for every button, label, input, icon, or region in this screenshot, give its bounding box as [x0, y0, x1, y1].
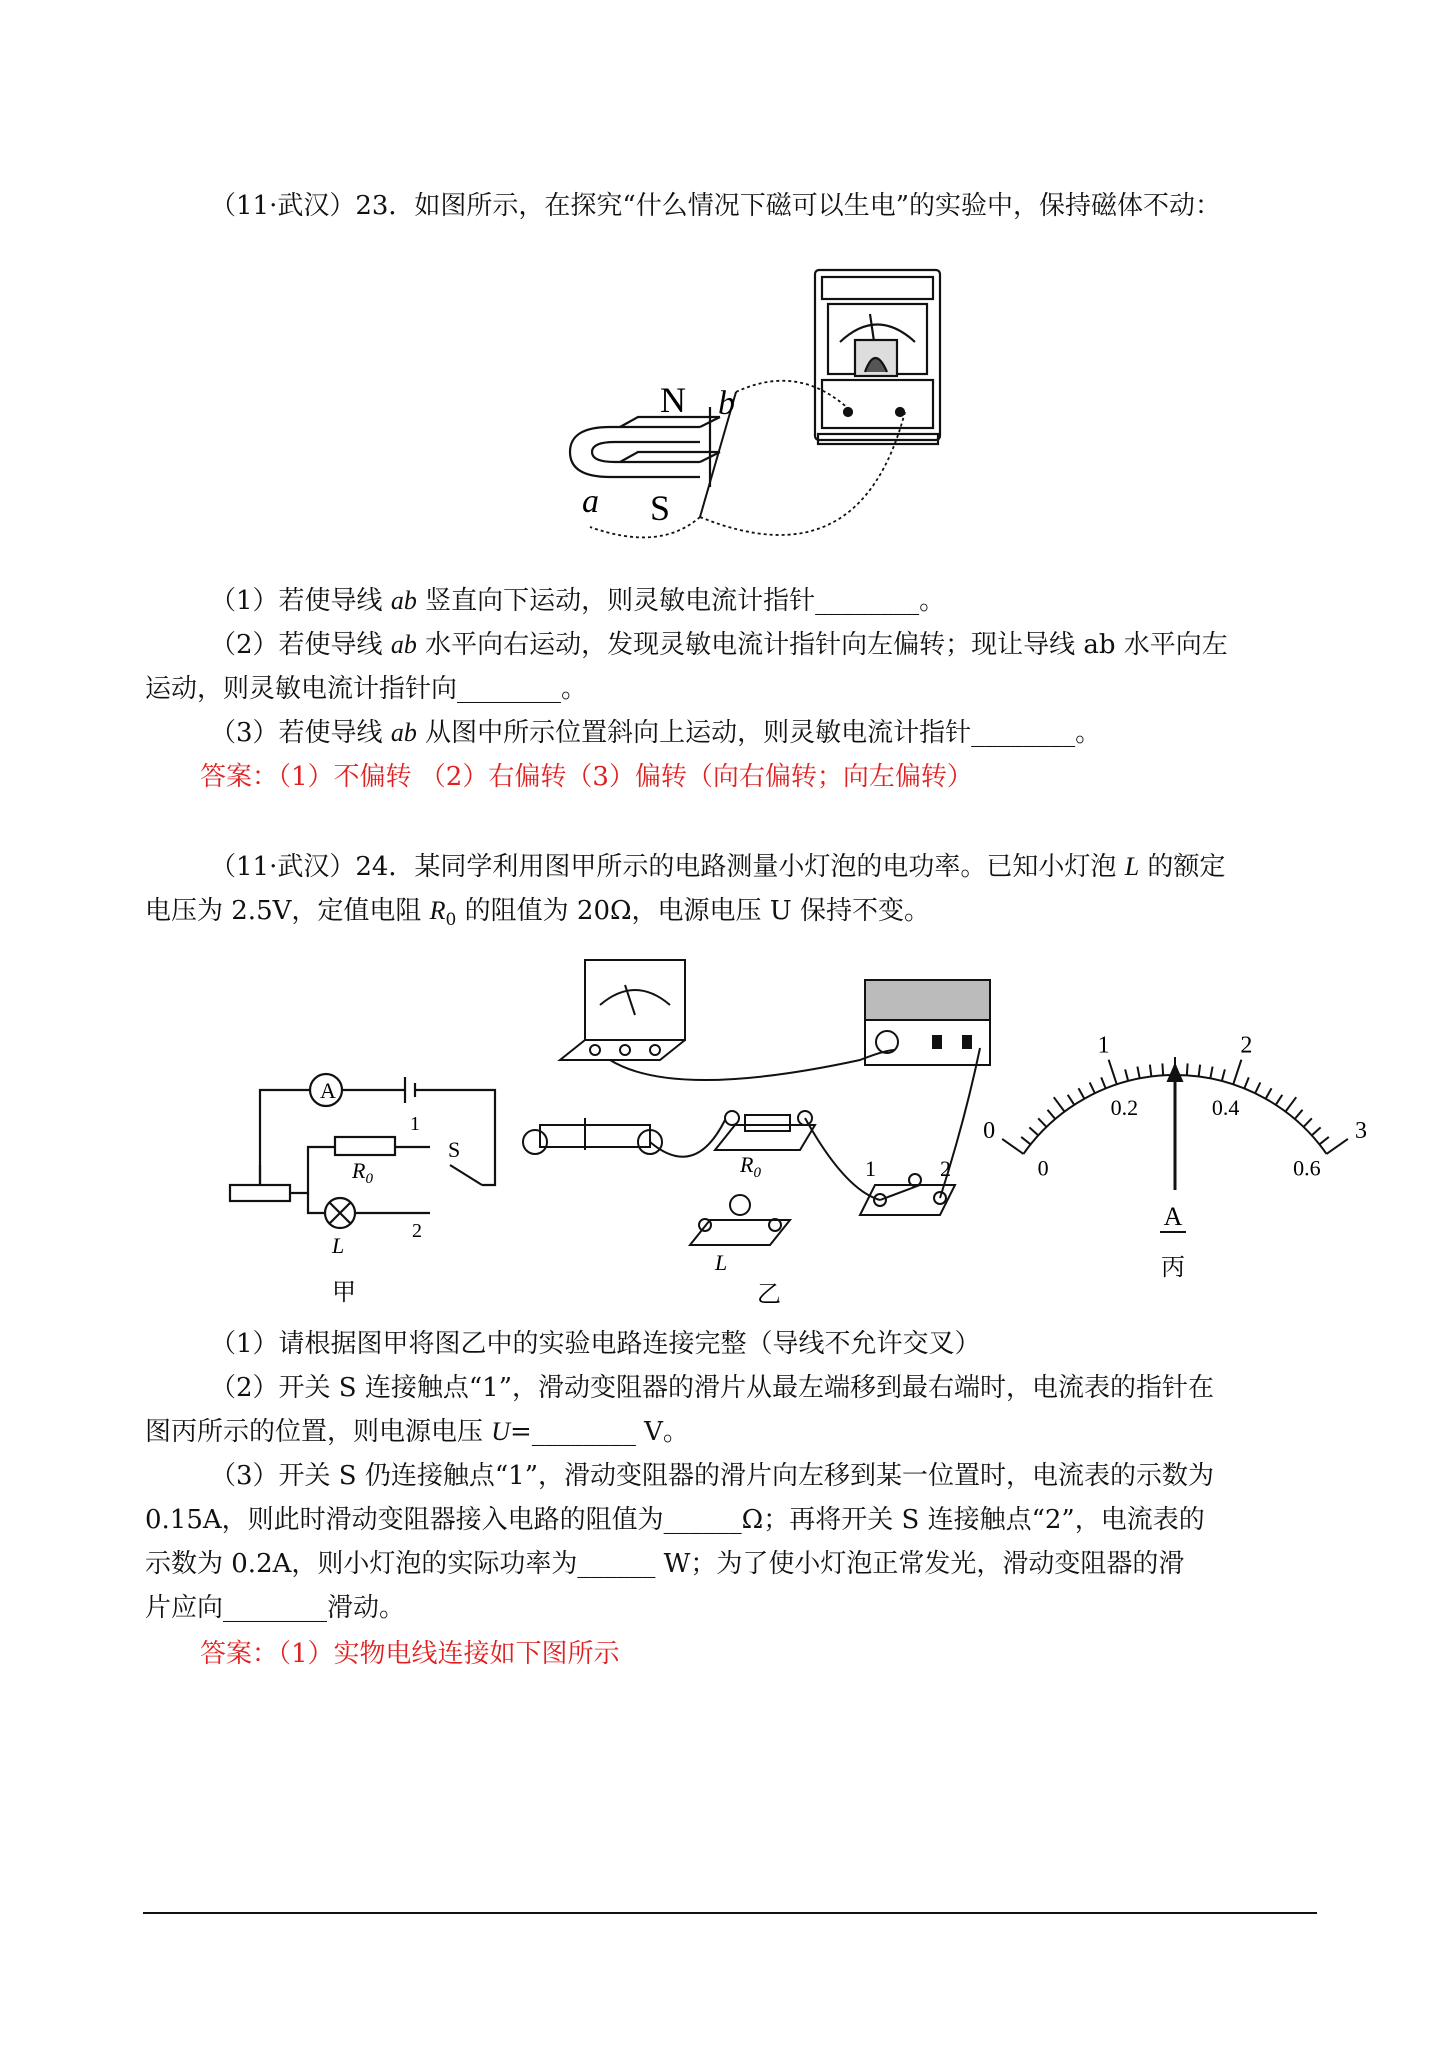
q24-part-2: （2）开关 S 连接触点“1”，滑动变阻器的滑片从最左端移到最右端时，电流表的指针在 — [210, 1373, 1215, 1403]
dial-tick — [1021, 1137, 1030, 1144]
dial-tick — [1125, 1069, 1128, 1081]
dial-tick — [1255, 1082, 1260, 1093]
rheostat-icon — [230, 1185, 290, 1201]
magnet-icon — [570, 407, 720, 487]
dial-tick — [1047, 1110, 1055, 1119]
yi-r0-label: $R_0$ — [740, 1152, 761, 1181]
q23-part-1: （1）若使导线 ab 竖直向下运动，则灵敏电流计指针________。 — [210, 586, 946, 616]
dial-label-bottom: 0.2 — [1110, 1095, 1139, 1121]
q23-figure-galvanometer-magnet — [560, 262, 960, 562]
q23-answer: 答案：（1）不偏转 （2）右偏转（3）偏转（向右偏转；向左偏转） — [200, 762, 973, 792]
magnet-s-label: S — [650, 488, 671, 528]
dial-label-top: 2 — [1240, 1032, 1253, 1059]
yi-caption: 乙 — [757, 1282, 781, 1308]
magnet-n-label: N — [660, 380, 686, 420]
dial-tick — [1187, 1063, 1188, 1075]
dial-tick — [1327, 1139, 1348, 1154]
figure-yi-apparatus — [525, 950, 1005, 1310]
yi-lamp-icon — [690, 1195, 790, 1245]
yi-rheostat-icon — [523, 1118, 662, 1154]
dial-label-top: 3 — [1354, 1117, 1367, 1144]
dial-tick — [1276, 1095, 1283, 1105]
dial-tick — [1285, 1097, 1296, 1111]
dial-tick — [1210, 1067, 1212, 1079]
figure-jia-circuit — [220, 1065, 500, 1305]
dial-label-bottom: 0 — [1037, 1155, 1049, 1181]
resistor-r0-icon — [335, 1137, 395, 1155]
jia-caption: 甲 — [332, 1280, 356, 1306]
dial-tick — [1101, 1077, 1105, 1088]
yi-contact-2: 2 — [940, 1156, 951, 1181]
dial-tick — [1068, 1095, 1075, 1105]
dial-label-top: 1 — [1097, 1032, 1110, 1059]
dial-tick — [1078, 1088, 1084, 1098]
dial-tick — [1233, 1060, 1241, 1085]
dial-tick — [1199, 1065, 1201, 1077]
q24-stem-line2: 电压为 2.5V，定值电阻 $R_0$ 的阻值为 20Ω，电源电压 U 保持不变。 — [145, 896, 930, 931]
dial-pointer-head — [1168, 1065, 1182, 1081]
dial-tick — [1162, 1063, 1163, 1075]
dial-tick — [1054, 1097, 1065, 1111]
dial-tick — [1002, 1139, 1023, 1154]
q24-part-3-cont2: 示数为 0.2A，则小灯泡的实际功率为______ W；为了使小灯泡正常发光，滑动变阻器的滑 — [145, 1549, 1185, 1579]
yi-lamp-label: L — [715, 1250, 728, 1275]
dial-tick — [1266, 1088, 1272, 1098]
dial-tick — [1304, 1118, 1312, 1127]
footer-rule — [143, 1912, 1317, 1914]
q24-part-3-cont1: 0.15A，则此时滑动变阻器接入电路的阻值为______Ω；再将开关 S 连接触点“2”，电流表的 — [145, 1505, 1205, 1535]
dial-tick — [1295, 1110, 1303, 1119]
jia-contact-1: 1 — [410, 1113, 420, 1135]
yi-contact-1: 1 — [865, 1156, 876, 1181]
q23-part-2: （2）若使导线 ab 水平向右运动，发现灵敏电流计指针向左偏转；现让导线 ab 水平向左 — [210, 630, 1228, 660]
dial-tick — [1038, 1118, 1046, 1127]
q24-stem-line1: （11·武汉）24．某同学利用图甲所示的电路测量小灯泡的电功率。已知小灯泡 L 的额定 — [210, 852, 1226, 882]
dial-tick — [1109, 1060, 1117, 1085]
dial-tick — [1222, 1069, 1225, 1081]
q24-part-3: （3）开关 S 仍连接触点“1”，滑动变阻器的滑片向左移到某一位置时，电流表的示数为 — [210, 1461, 1215, 1491]
switch-icon — [482, 1147, 495, 1185]
wire-a-label: a — [582, 483, 599, 520]
jia-r0-label: $R_0$ — [352, 1158, 373, 1187]
dial-tick — [1029, 1127, 1038, 1135]
jia-ammeter-label: A — [320, 1078, 336, 1103]
yi-resistor-r0-icon — [715, 1111, 815, 1150]
q23-part-2-cont: 运动，则灵敏电流计指针向________。 — [145, 674, 588, 704]
dial-label-bottom: 0.4 — [1211, 1095, 1240, 1121]
q24-answer: 答案：（1）实物电线连接如下图所示 — [200, 1639, 620, 1669]
dial-tick — [1150, 1065, 1152, 1077]
q24-part-1: （1）请根据图甲将图乙中的实验电路连接完整（导线不允许交叉） — [210, 1329, 981, 1359]
q24-part-3-cont3: 片应向________滑动。 — [145, 1593, 406, 1623]
dial-tick — [1090, 1082, 1095, 1093]
galvanometer-icon — [815, 270, 940, 444]
dial-tick — [1244, 1077, 1248, 1088]
q23-part-3: （3）若使导线 ab 从图中所示位置斜向上运动，则灵敏电流计指针________。 — [210, 718, 1102, 748]
q24-part-2-cont: 图丙所示的位置，则电源电压 U=________ V。 — [145, 1417, 689, 1447]
wire-b-label: b — [718, 385, 735, 422]
dial-tick — [1319, 1137, 1328, 1144]
dial-tick — [1312, 1127, 1321, 1135]
figure-bing-ammeter-dial — [983, 1000, 1370, 1290]
dial-unit-label: A — [1163, 1202, 1183, 1231]
bing-caption: 丙 — [1161, 1255, 1185, 1281]
dial-label-top: 0 — [983, 1117, 996, 1144]
jia-lamp-label: L — [332, 1233, 345, 1258]
dial-tick — [1137, 1067, 1139, 1079]
yi-ammeter-icon — [560, 960, 685, 1060]
dial-label-bottom: 0.6 — [1293, 1155, 1321, 1181]
q23-stem: （11·武汉）23．如图所示，在探究“什么情况下磁可以生电”的实验中，保持磁体不动： — [210, 191, 1222, 221]
jia-contact-2: 2 — [412, 1220, 422, 1242]
jia-switch-label: S — [448, 1137, 461, 1162]
